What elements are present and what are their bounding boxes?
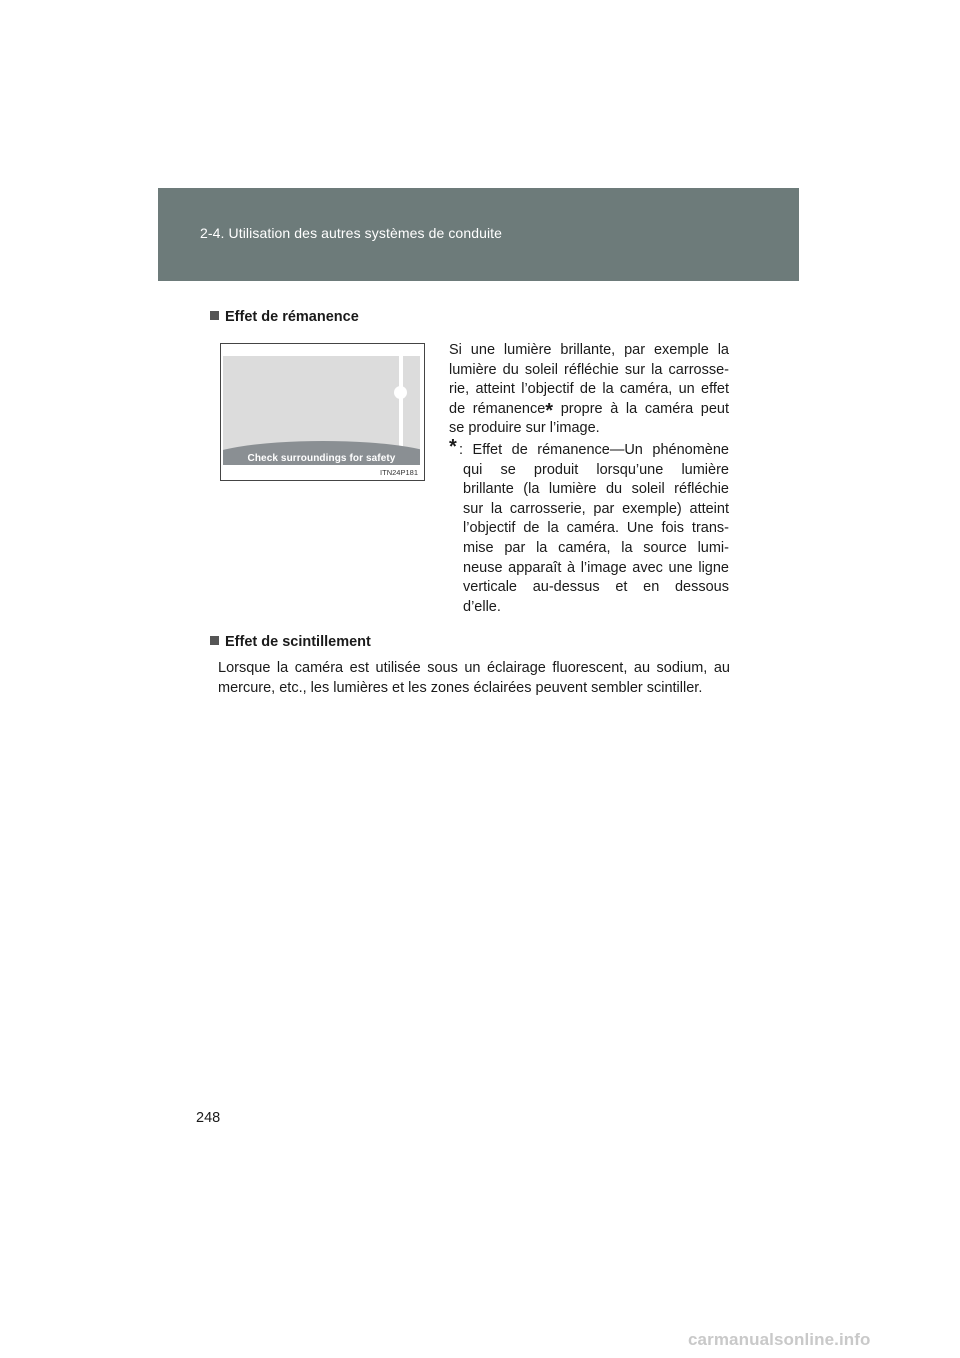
section-heading-text: Effet de rémanence: [225, 309, 359, 325]
section-heading-flicker: [210, 634, 371, 650]
text-line: Si une lumière brillante, par exemple la: [449, 342, 729, 358]
text-line: mercure, etc., les lumières et les zones éclairées peuvent sembler scintiller.: [218, 679, 703, 696]
text-fragment: de rémanence: [449, 400, 546, 417]
footnote-line: l’objectif de la caméra. Une fois trans-: [463, 520, 729, 537]
camera-screen-figure: [220, 343, 425, 481]
footnote-line: brillante (la lumière du soleil réfléchie: [463, 481, 729, 498]
footnote-star-icon: *: [449, 436, 457, 458]
footnote-line: mise par la caméra, la source lumi-: [463, 539, 729, 556]
square-bullet-icon: [210, 636, 219, 645]
page-number: 248: [196, 1110, 221, 1126]
footnote-star-icon: *: [545, 399, 554, 422]
text-line: se produire sur l’image.: [449, 420, 600, 437]
site-watermark: carmanualsonline.info: [688, 1330, 871, 1349]
footnote: [449, 436, 729, 617]
text-line: Lorsque la caméra est utilisée sous un éclairage fluorescent, au sodium, au: [218, 660, 730, 676]
guidance-banner-text: Check surroundings for safety: [247, 453, 396, 464]
flicker-paragraph: [218, 659, 730, 698]
figure-code: ITN24P181: [380, 468, 418, 477]
camera-screen: [223, 356, 420, 465]
chapter-header: [158, 188, 799, 281]
section-heading-afterglow: [210, 309, 359, 325]
chapter-title: 2-4. Utilisation des autres systèmes de conduite: [200, 225, 503, 241]
text-line: lumière du soleil réfléchie sur la carrosse-: [449, 361, 729, 378]
text-line: rie, atteint l’objectif de la caméra, un effet: [449, 381, 729, 398]
text-fragment: propre à la caméra peut: [553, 400, 730, 417]
afterglow-paragraph: [449, 341, 729, 439]
footnote-line: qui se produit lorsqu’une lumière: [463, 461, 729, 478]
footnote-line: neuse apparaît à l’image avec une ligne: [463, 559, 729, 576]
footnote-line: sur la carrosserie, par exemple) atteint: [463, 500, 729, 517]
footnote-line: verticale au-dessus et en dessous: [463, 579, 729, 596]
footnote-line: : Effet de rémanence—Un phénomène: [459, 442, 729, 458]
square-bullet-icon: [210, 311, 219, 320]
footnote-line: d’elle.: [463, 598, 501, 615]
section-heading-text: Effet de scintillement: [225, 634, 371, 650]
text-line-with-footnote: [449, 400, 729, 420]
bright-light-spot: [394, 386, 407, 399]
